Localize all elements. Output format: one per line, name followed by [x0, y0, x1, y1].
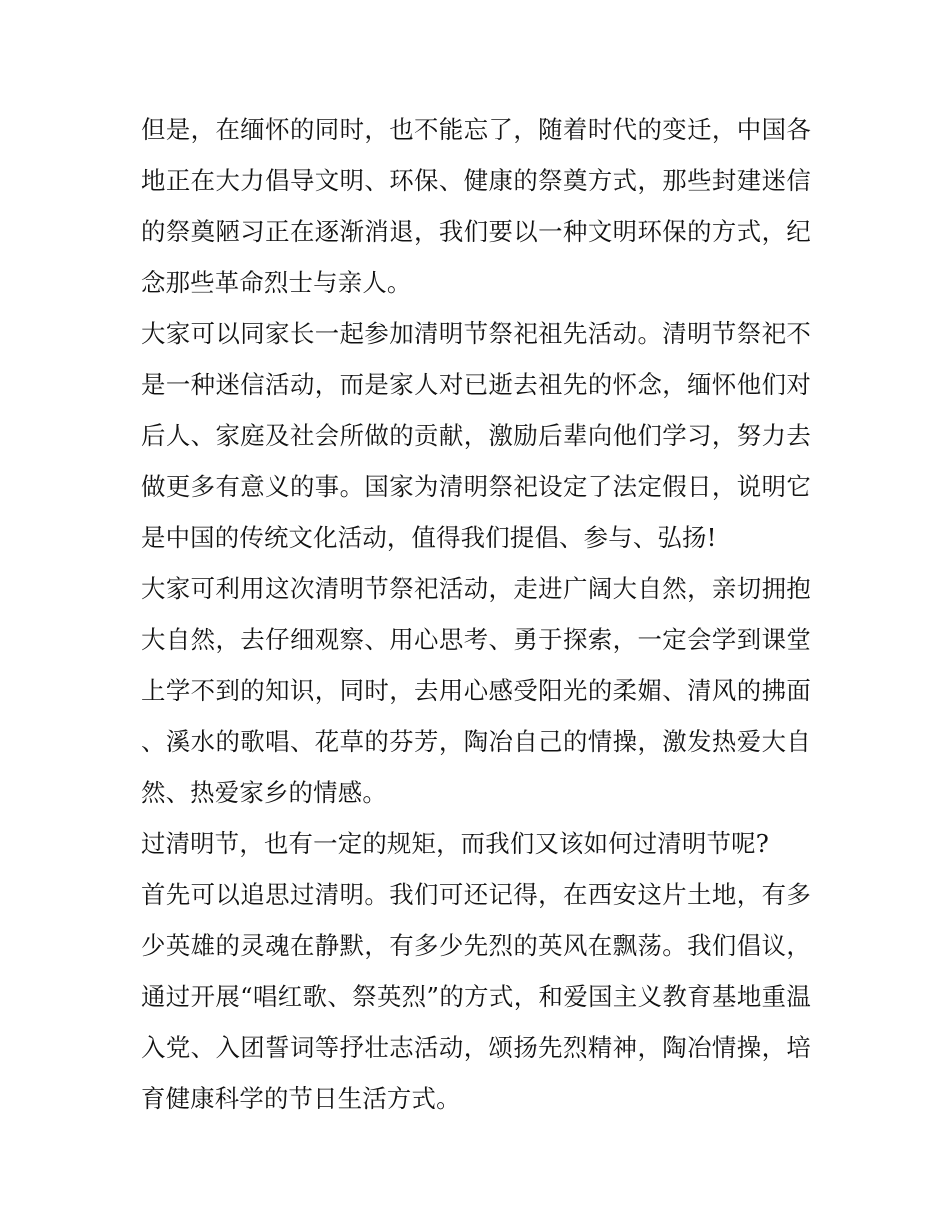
document-body	[141, 104, 811, 1124]
paragraph-remembrance: 首先可以追思过清明。我们可还记得，在西安这片土地，有多少英雄的灵魂在静默，有多少先烈的英风在飘荡。我们倡议，通过开展“唱红歌、祭英烈”的方式，和爱国主义教育基地重温入党、入团誓词等抒壮志活动，颂扬先烈精神，陶冶情操，培育健康科学的节日生活方式。	[141, 880, 811, 1113]
paragraph-commemoration: 但是，在缅怀的同时，也不能忘了，随着时代的变迁，中国各地正在大力倡导文明、环保、健康的祭奠方式，那些封建迷信的祭奠陋习正在逐渐消退，我们要以一种文明环保的方式，纪念那些革命烈士与亲人。	[141, 115, 811, 297]
paragraph-ancestor-worship: 大家可以同家长一起参加清明节祭祀祖先活动。清明节祭祀不是一种迷信活动，而是家人对已逝去祖先的怀念，缅怀他们对后人、家庭及社会所做的贡献，激励后辈向他们学习，努力去做更多有意义的事。国家为清明祭祀设定了法定假日，说明它是中国的传统文化活动，值得我们提倡、参与、弘扬!	[141, 319, 811, 552]
paragraph-customs-question: 过清明节，也有一定的规矩，而我们又该如何过清明节呢?	[141, 829, 770, 858]
paragraph-nature: 大家可利用这次清明节祭祀活动，走进广阔大自然，亲切拥抱大自然，去仔细观察、用心思考、勇于探索，一定会学到课堂上学不到的知识，同时，去用心感受阳光的柔媚、清风的拂面、溪水的歌唱、花草的芬芳，陶冶自己的情操，激发热爱大自然、热爱家乡的情感。	[141, 574, 811, 807]
